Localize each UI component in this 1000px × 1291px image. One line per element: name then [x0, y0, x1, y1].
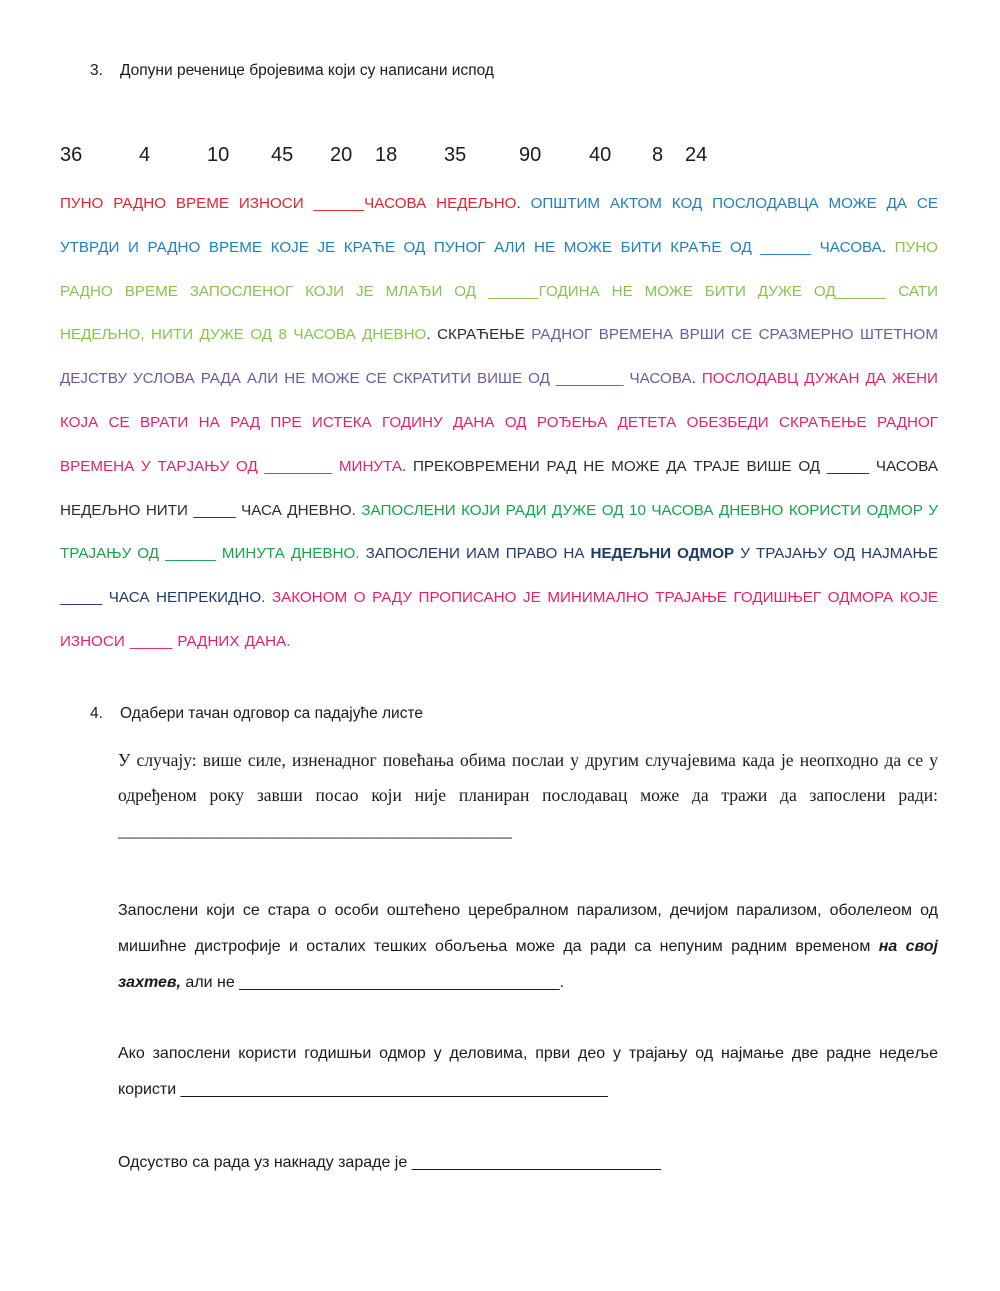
- number-option: 35: [444, 144, 467, 166]
- fill-in-paragraph: [60, 182, 938, 664]
- weekly-rest-bold: НЕДЕЉНИ ОДМОР: [590, 545, 735, 563]
- dropdown-question-4: Одсуство са рада уз накнаду зараде је ____________________________: [118, 1154, 661, 1171]
- question-4-number: 4.: [90, 705, 103, 722]
- sentence-mother-return: ПОСЛОДАВЦ ДУЖАН ДА ЖЕНИ КОЈА СЕ ВРАТИ НА РАД ПРЕ ИСТЕКА ГОДИНУ ДАНА ОД РОЂЕЊА ДЕТЕТА ОБЕЗБЕДИ СКРАЋЕЊЕ РАДНОГ ВРЕМЕНА У ТАРЈАЊУ ОД ________ МИНУТА: [60, 370, 938, 475]
- period: .: [881, 238, 895, 256]
- sentence-minor-worker: ПУНО РАДНО ВРЕМЕ ЗАПОСЛЕНОГ КОЈИ ЈЕ МЛАЂИ ОД ______ГОДИНА НЕ МОЖЕ БИТИ ДУЖЕ ОД______ САТИ НЕДЕЉНО, НИТИ ДУЖЕ ОД 8 ЧАСОВА ДНЕВНО: [60, 238, 938, 344]
- q2-text: Запослени који се стара о особи оштећено церебралном парализом, дечијом парализом, оболелеом од мишићне дистрофије и осталих тешких обољења може да ради са непуним радним временом: [118, 902, 938, 955]
- period: .: [401, 457, 413, 475]
- dropdown-question-3: Ако запослени користи годишњи одмор у деловима, први део у трајању од најмање две радне недеље користи ________________________________________________: [118, 1045, 938, 1098]
- sentence-weekly-rest-start: ЗАПОСЛЕНИ ИАМ ПРАВО НА: [365, 545, 591, 563]
- number-option: 18: [375, 144, 398, 166]
- sentence-weekly-rest-end: У ТРАЈАЊУ ОД НАЈМАЊЕ _____ ЧАСА НЕПРЕКИДНО.: [60, 545, 938, 607]
- number-option: 10: [207, 144, 230, 166]
- sentence-full-time: ПУНО РАДНО ВРЕМЕ ИЗНОСИ ______ЧАСОВА НЕДЕЉНО: [60, 195, 517, 212]
- number-option: 36: [60, 144, 83, 166]
- number-option: 4: [139, 144, 151, 166]
- sentence-daily-break: ЗАПОСЛЕНИ КОЈИ РАДИ ДУЖЕ ОД 10 ЧАСОВА ДНЕВНО КОРИСТИ ОДМОР У ТРАЈАЊУ ОД ______ МИНУТА ДНЕВНО.: [60, 501, 938, 563]
- question-3-number: 3.: [90, 62, 103, 79]
- period: .: [691, 370, 702, 388]
- dropdown-question-2: [118, 893, 938, 1001]
- sentence-overtime: ПРЕКОВРЕМЕНИ РАД НЕ МОЖЕ ДА ТРАЈЕ ВИШЕ ОД _____ ЧАСОВА НЕДЕЉНО НИТИ _____ ЧАСА ДНЕВНО.: [60, 457, 938, 519]
- question-4-text: Одабери тачан одговор са падајуће листе: [120, 705, 424, 722]
- question-3-text: Допуни реченице бројевима који су написани испод: [120, 62, 494, 79]
- number-option: 40: [589, 144, 612, 166]
- number-option: 90: [519, 144, 542, 166]
- number-bank: [60, 140, 760, 170]
- period: .: [426, 326, 438, 344]
- dropdown-question-1: У случају: више силе, изненадног повећања обима послаи у другим случајевима када је неопходно да се у одређеном року завши посао који није планиран послодавац може да тражи да запослени ради: _____________________________________________: [118, 750, 938, 840]
- question-3-title: [90, 62, 494, 80]
- period: .: [516, 195, 531, 212]
- number-option: 24: [685, 144, 708, 166]
- sentence-general-act: ОПШТИМ АКТОМ КОД ПОСЛОДАВЦА МОЖЕ ДА СЕ УТВРДИ И РАДНО ВРЕМЕ КОЈЕ ЈЕ КРАЋЕ ОД ПУНОГ АЛИ НЕ МОЖЕ БИТИ КРАЋЕ ОД ______ ЧАСОВА: [60, 195, 938, 256]
- q2-blank[interactable]: али не ____________________________________.: [180, 974, 565, 991]
- sentence-annual-leave: ЗАКОНОМ О РАДУ ПРОПИСАНО ЈЕ МИНИМАЛНО ТРАЈАЊЕ ГОДИШЊЕГ ОДМОРА КОЈЕ ИЗНОСИ _____ РАДНИХ ДАНА.: [60, 589, 938, 650]
- q2-emphasis: на свој захтев,: [118, 938, 939, 991]
- word-shortening: СКРАЋЕЊЕ: [437, 326, 532, 344]
- question-4-title: [90, 705, 423, 723]
- number-option: 45: [271, 144, 294, 166]
- number-option: 8: [652, 144, 664, 166]
- number-option: 20: [330, 144, 353, 166]
- sentence-shortened-time: РАДНОГ ВРЕМЕНА ВРШИ СЕ СРАЗМЕРНО ШТЕТНОМ ДЕЈСТВУ УСЛОВА РАДА АЛИ НЕ МОЖЕ СЕ СКРАТИТИ ВИШЕ ОД ________ ЧАСОВА: [60, 326, 938, 388]
